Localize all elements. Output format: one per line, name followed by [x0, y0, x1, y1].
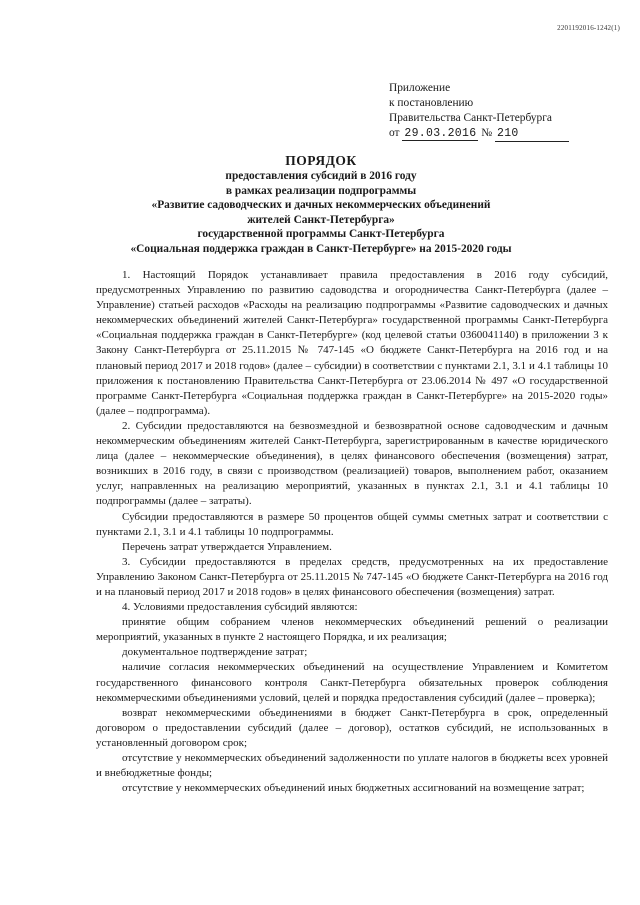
paragraph: возврат некоммерческими объединениями в бюджет Санкт-Петербурга в срок, определенный договором о предоставлении субсидий (далее – договор), остатков субсидий, не использованных в установленный договором срок; — [96, 706, 608, 749]
paragraph: 4. Условиями предоставления субсидий являются: — [122, 601, 358, 614]
appendix-government: Правительства Санкт-Петербурга — [389, 112, 552, 124]
paragraph: 2. Субсидии предоставляются на безвозмездной и безвозвратной основе садоводческим и дачным некоммерческим объединениям жителей Санкт-Петербурга, зарегистрированным в качестве юридического лица (далее – некоммерческие объединения), в целях финансового обеспечения (возмещения) затрат, возникших в 2016 году, в связи с производством (реализацией) товаров, выполнением работ, оказанием услуг, направленных на реализацию мероприятий, указанных в пунктах 2.1, 3.1 и 4.1 таблицы 10 подпрограммы (далее – затраты). — [96, 419, 608, 508]
appendix-to-resolution: к постановлению — [389, 97, 474, 109]
document-body — [96, 268, 608, 796]
resolution-date: 29.03.2016 — [404, 127, 477, 140]
appendix-title: Приложение — [389, 82, 451, 94]
title-line: предоставления субсидий в 2016 году — [225, 170, 417, 182]
document-title — [88, 152, 554, 257]
paragraph: отсутствие у некоммерческих объединений задолженности по уплате налогов в бюджеты всех уровней и внебюджетные фонды; — [96, 752, 608, 780]
appendix-block — [389, 81, 624, 142]
document-code: 2201192016-1242(1) — [557, 24, 620, 32]
resolution-number: 210 — [495, 126, 569, 142]
appendix-date-number — [389, 126, 624, 142]
title-line: «Развитие садоводческих и дачных некоммерческих объединений — [151, 199, 491, 212]
paragraph: документальное подтверждение затрат; — [122, 646, 308, 659]
paragraph: 1. Настоящий Порядок устанавливает правила предоставления в 2016 году субсидий, предусмотренных Управлению по развитию садоводства и огородничества Санкт-Петербурга (далее – Управление) статьей расходов «Расходы на реализацию подпрограммы «Развитие садоводческих и дачных некоммерческих объединений жителей Санкт-Петербурга» государственной программы Санкт-Петербурга «Социальная поддержка граждан в Санкт-Петербурге» (код целевой статьи 0360041140) в приложении 3 к Закону Санкт-Петербурга от 25.11.2015 № 747-145 «О бюджете Санкт-Петербурга на 2016 год и на плановый период 2017 и 2018 годов» (далее – субсидии) в соответствии с пунктами 2.1, 3.1 и 4.1 таблицы 10 приложения к постановлению Правительства Санкт-Петербурга от 23.06.2014 № 497 «О государственной программе Санкт-Петербурга «Социальная поддержка граждан в Санкт-Петербурге» на 2015-2020 годы» (далее – подпрограмма). — [96, 269, 608, 417]
title-line: в рамках реализации подпрограммы — [225, 184, 417, 197]
date-prefix: от — [389, 127, 400, 139]
paragraph: наличие согласия некоммерческих объединений на осуществление Управлением и Комитетом государственного финансового контроля Санкт-Петербурга обязательных проверок соблюдения некоммерческими объединениями условий, целей и порядка предоставления субсидий (далее – проверка); — [96, 661, 608, 704]
paragraph: Субсидии предоставляются в размере 50 процентов общей суммы сметных затрат и соответствии с пунктами 2.1, 3.1 и 4.1 таблицы 10 подпрограммы. — [96, 510, 608, 538]
title-line: государственной программы Санкт-Петербурга — [197, 228, 445, 241]
paragraph: принятие общим собранием членов некоммерческих объединений решений о реализации мероприятий, указанных в пункте 2 настоящего Порядка, и их реализация; — [96, 616, 608, 644]
title-line: жителей Санкт-Петербурга» — [247, 213, 395, 226]
title-line: «Социальная поддержка граждан в Санкт-Петербурге» на 2015-2020 годы — [130, 242, 512, 255]
paragraph: отсутствие у некоммерческих объединений иных бюджетных ассигнований на возмещение затрат; — [122, 782, 585, 795]
title-main: ПОРЯДОК — [285, 153, 357, 168]
number-prefix: № — [481, 127, 493, 139]
paragraph: Перечень затрат утверждается Управлением. — [122, 540, 332, 553]
paragraph: 3. Субсидии предоставляются в пределах средств, предусмотренных на их предоставление Управлению Законом Санкт-Петербурга от 25.11.2015 № 747-145 «О бюджете Санкт-Петербурга на 2016 год и на плановый период 2017 и 2018 годов» в целях финансового обеспечения (возмещения) затрат. — [96, 555, 608, 598]
